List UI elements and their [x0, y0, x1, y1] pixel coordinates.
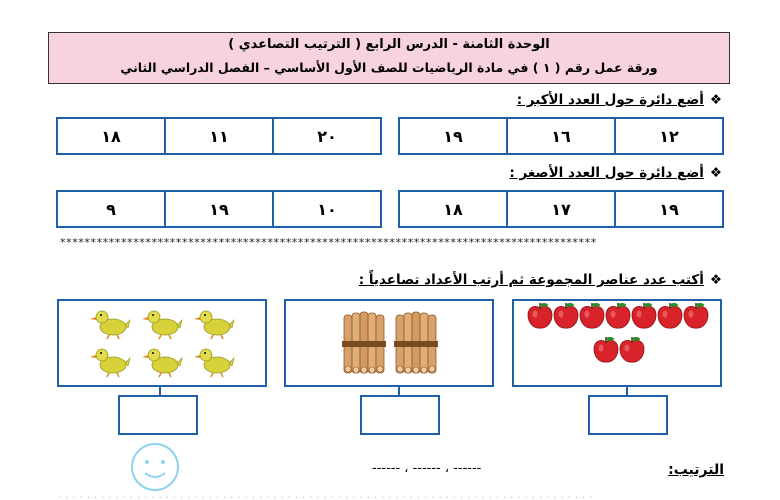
apple-icon — [580, 303, 604, 328]
duck-icon — [142, 311, 182, 339]
apple-icon — [554, 303, 578, 328]
apples-count-answer-box[interactable] — [588, 395, 668, 435]
bullet-icon: ❖ — [709, 272, 722, 288]
connector-line — [626, 387, 628, 395]
ducks-illustration — [59, 301, 265, 385]
bullet-icon: ❖ — [709, 92, 722, 108]
star-separator: **************************************************************************************** — [60, 236, 597, 249]
instruction-largest — [517, 92, 722, 108]
number-cell[interactable]: ١٧ — [506, 192, 614, 226]
duck-icon — [194, 349, 234, 377]
sticks-illustration — [286, 301, 492, 385]
duck-icon — [142, 349, 182, 377]
lesson-title: الوحدة الثامنة - الدرس الرابع ( الترتيب التصاعدي ) — [228, 37, 550, 52]
stick-bundle-icon — [394, 312, 438, 373]
sticks-count-answer-box[interactable] — [360, 395, 440, 435]
duck-icon — [90, 349, 130, 377]
instruction-count-order — [359, 272, 722, 288]
ducks-count-answer-box[interactable] — [118, 395, 198, 435]
worksheet-subtitle: ورقة عمل رقم ( ١ ) في مادة الرياضيات للصف الأول الأساسي – الفصل الدراسي الثاني — [120, 60, 658, 75]
instruction-largest-text: أضع دائرة حول العدد الأكبر : — [516, 92, 704, 108]
duck-icon — [90, 311, 130, 339]
number-cell[interactable]: ١٨ — [443, 199, 463, 219]
order-blanks[interactable]: ------ ، ------ ، ------ — [372, 461, 482, 476]
apple-icon — [594, 337, 618, 362]
apple-icon — [684, 303, 708, 328]
number-cell[interactable]: ١٩ — [443, 126, 463, 146]
largest-group-left — [56, 117, 382, 155]
number-cell[interactable]: ١١ — [164, 119, 272, 153]
ducks-group-box — [57, 299, 267, 387]
smallest-group-right — [398, 190, 724, 228]
apples-group-box — [512, 299, 722, 387]
number-cell[interactable]: ١٩ — [164, 192, 272, 226]
sticks-group-box — [284, 299, 494, 387]
apples-illustration — [514, 301, 720, 385]
smallest-group-left — [56, 190, 382, 228]
largest-group-right — [398, 117, 724, 155]
stick-bundle-icon — [342, 312, 386, 373]
number-cell[interactable]: ١٢ — [614, 119, 722, 153]
number-cell[interactable]: ١٠ — [272, 192, 380, 226]
number-cell[interactable]: ١٨ — [101, 126, 121, 146]
instruction-smallest — [509, 165, 722, 181]
duck-icon — [194, 311, 234, 339]
number-cell[interactable]: ٢٠ — [272, 119, 380, 153]
instruction-count-order-text: أكتب عدد عناصر المجموعة ثم أرتب الأعداد تصاعدياً : — [358, 272, 704, 288]
apple-icon — [658, 303, 682, 328]
apple-icon — [632, 303, 656, 328]
worksheet-header — [48, 32, 730, 84]
footer-dotted-line: ........................................................................... — [58, 490, 597, 500]
apple-icon — [528, 303, 552, 328]
number-cell[interactable]: ١٦ — [506, 119, 614, 153]
order-label: الترتيب: — [668, 462, 724, 478]
apple-icon — [620, 337, 644, 362]
number-cell[interactable]: ٩ — [106, 199, 116, 219]
connector-line — [398, 387, 400, 395]
number-cell[interactable]: ١٩ — [614, 192, 722, 226]
smiley-icon — [130, 442, 180, 492]
instruction-smallest-text: أضع دائرة حول العدد الأصغر : — [509, 165, 704, 181]
bullet-icon: ❖ — [709, 165, 722, 181]
connector-line — [159, 387, 161, 395]
apple-icon — [606, 303, 630, 328]
